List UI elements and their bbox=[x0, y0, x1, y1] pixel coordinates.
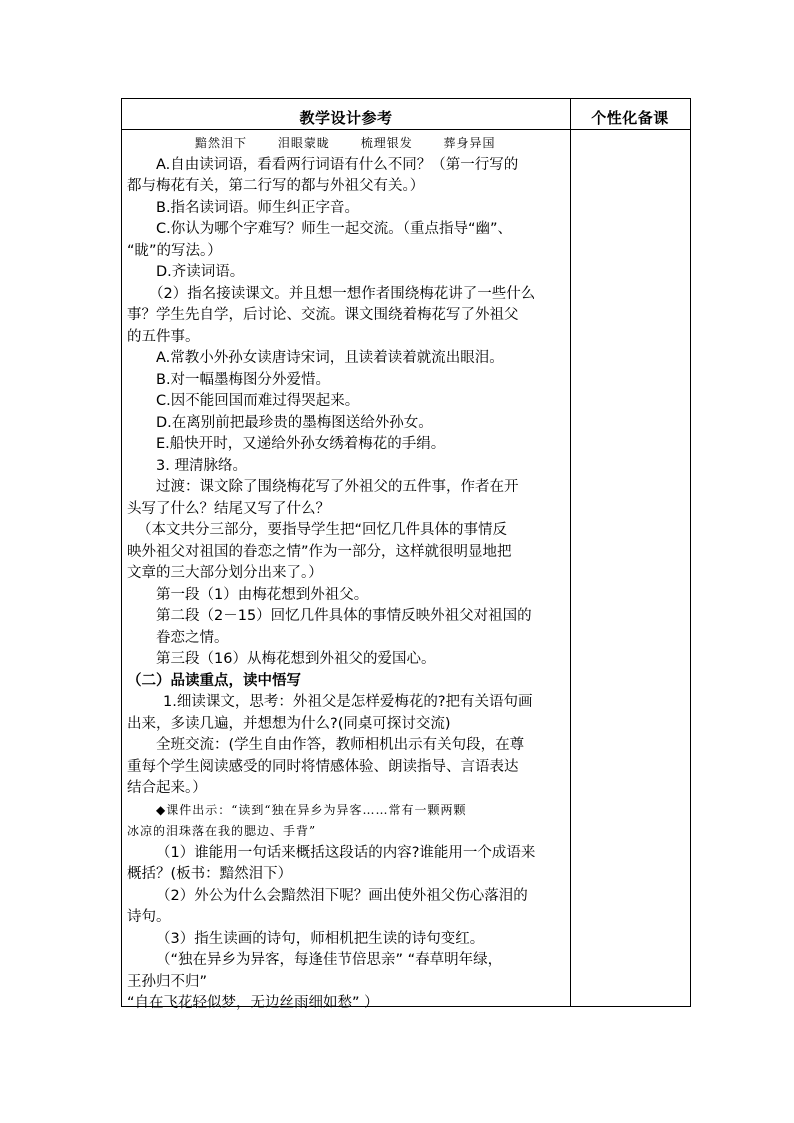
text-line: 诗句。 bbox=[127, 909, 171, 925]
text-line: A.常教小外孙女读唐诗宋词，且读着读着就流出眼泪。 bbox=[156, 350, 504, 366]
text-line: 的五件事。 bbox=[127, 328, 200, 345]
text-line: 过渡：课文除了围绕梅花写了外祖父的五件事，作者在开 bbox=[156, 479, 519, 495]
text-line: 1.细读课文，思考：外祖父是怎样爱梅花的?把有关语句画 bbox=[163, 694, 533, 710]
text-line: 重每个学生阅读感受的同时将情感体验、朗读指导、言语表达 bbox=[127, 758, 519, 775]
text-line: 第三段（16）从梅花想到外祖父的爱国心。 bbox=[156, 651, 436, 667]
header-divider bbox=[122, 129, 690, 130]
text-line: 第二段（2－15）回忆几件具体的事情反映外祖父对祖国的 bbox=[156, 608, 532, 624]
text-line: B.指名读词语。师生纠正字音。 bbox=[156, 199, 360, 216]
text-line: 3. 理清脉络。 bbox=[156, 457, 247, 474]
text-line: 冰凉的泪珠落在我的腮边、手背” bbox=[127, 824, 317, 838]
vocab-term: 梳理银发 bbox=[360, 136, 413, 150]
text-line: E.船快开时，又递给外孙女绣着梅花的手绢。 bbox=[156, 436, 446, 452]
section-heading: （二）品读重点，读中悟写 bbox=[127, 672, 301, 689]
text-line: 事？学生先自学，后讨论、交流。课文围绕着梅花写了外祖父 bbox=[127, 307, 519, 323]
text-line: （本文共分三部分，要指导学生把“回忆几件具体的事情反 bbox=[137, 522, 508, 538]
side-column-title: 个性化备课 bbox=[591, 109, 669, 127]
text-line: 结合起来。） bbox=[127, 780, 207, 796]
text-line: “自在飞花轻似梦，无边丝雨细如愁” ） bbox=[127, 995, 379, 1011]
text-line: A.自由读词语，看看两行词语有什么不同？（第一行写的 bbox=[156, 156, 519, 173]
text-line: 第一段（1）由梅花想到外祖父。 bbox=[156, 586, 369, 603]
text-line: C.因不能回国而难过得哭起来。 bbox=[156, 393, 360, 409]
text-line: 文章的三大部分划分出来了。） bbox=[127, 565, 323, 581]
text-line: 全班交流：(学生自由作答，教师相机出示有关句段，在尊 bbox=[156, 737, 525, 753]
text-line: （2）外公为什么会黯然泪下呢？画出使外祖父伤心落泪的 bbox=[156, 887, 528, 904]
text-line: D.在离别前把最珍贵的墨梅图送给外孙女。 bbox=[156, 414, 433, 431]
text-line: B.对一幅墨梅图分外爱惜。 bbox=[156, 371, 331, 388]
text-line: （3）指生读画的诗句，师相机把生读的诗句变红。 bbox=[156, 930, 485, 947]
text-line: （“独在异乡为异客，每逢佳节倍思亲” “春草明年绿， bbox=[156, 952, 503, 968]
text-line: D.齐读词语。 bbox=[156, 264, 245, 280]
text-line: 都与梅花有关，第二行写的都与外祖父有关。） bbox=[127, 178, 425, 194]
text-line: C.你认为哪个字难写？师生一起交流。（重点指导“幽”、 bbox=[156, 221, 513, 237]
vocab-term: 泪眼蒙眬 bbox=[277, 136, 330, 150]
lesson-table bbox=[121, 98, 691, 1011]
text-line: 眷恋之情。 bbox=[156, 629, 229, 646]
vocab-term: 葬身异国 bbox=[443, 136, 496, 150]
vocab-terms bbox=[127, 133, 567, 155]
text-line: ◆课件出示：“读到“独在异乡为异客……常有一颗两颗 bbox=[156, 802, 467, 817]
text-line: 出来，多读几遍，并想想为什么?(同桌可探讨交流) bbox=[127, 715, 451, 732]
column-divider bbox=[570, 99, 571, 1006]
text-line: 王孙归不归” bbox=[127, 973, 208, 990]
main-column-title: 教学设计参考 bbox=[299, 109, 393, 127]
text-line: “眬”的写法。） bbox=[127, 242, 222, 259]
text-line: 头写了什么？结尾又写了什么？ bbox=[127, 500, 330, 517]
text-line: （2）指名接读课文。并且想一想作者围绕梅花讲了一些什么 bbox=[149, 285, 536, 302]
lesson-content bbox=[127, 133, 567, 1015]
vocab-term: 黯然泪下 bbox=[195, 136, 248, 150]
text-line: 概括？(板书：黯然泪下） bbox=[127, 866, 293, 882]
text-line: （1）谁能用一句话来概括这段话的内容?谁能用一个成语来 bbox=[156, 844, 536, 861]
text-line: 映外祖父对祖国的眷恋之情”作为一部分，这样就很明显地把 bbox=[127, 543, 512, 560]
